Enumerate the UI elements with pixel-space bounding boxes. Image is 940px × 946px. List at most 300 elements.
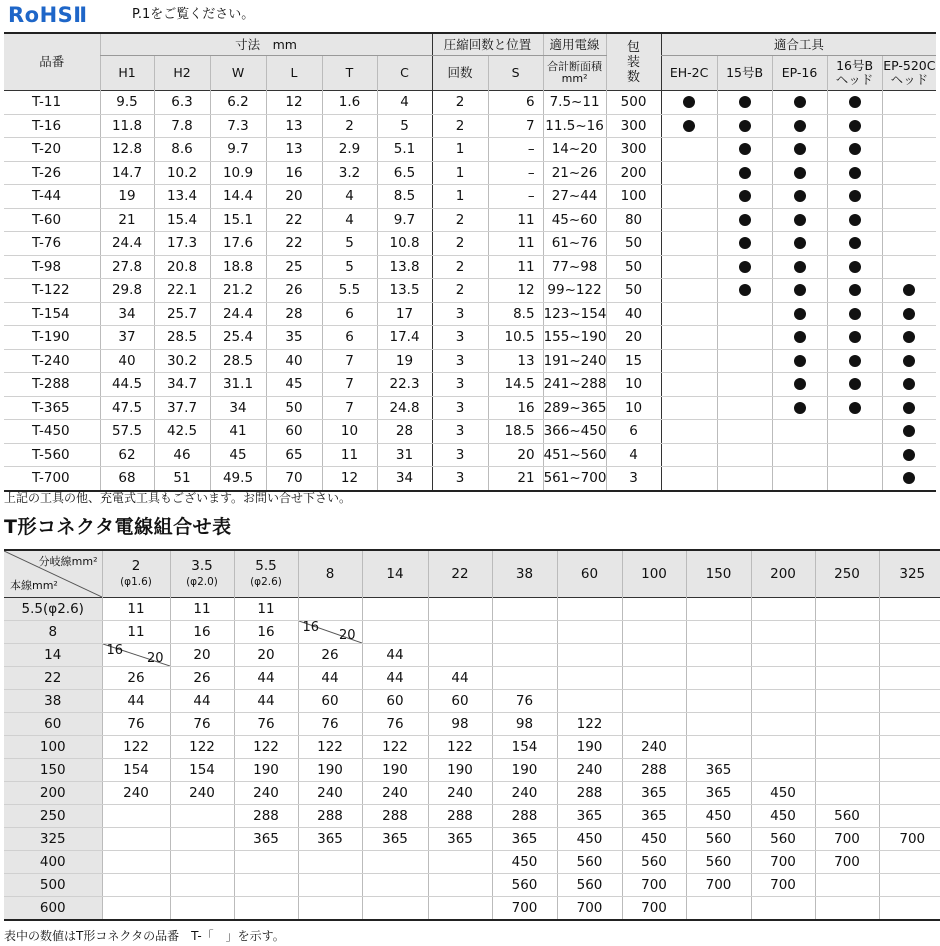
compatible-dot-icon	[849, 190, 861, 202]
connector-code-cell: 365	[686, 782, 751, 805]
split-upper-value: 16	[302, 620, 320, 635]
cell-c: 28	[377, 420, 432, 444]
connector-code-cell	[686, 598, 751, 621]
connector-code-cell	[428, 598, 492, 621]
header-pack-label: 包装数	[627, 39, 641, 85]
table-row	[4, 232, 936, 256]
tool-compat-cell	[661, 232, 717, 256]
compatible-dot-icon	[903, 355, 915, 367]
connector-code-cell	[557, 667, 622, 690]
cell-t: 7	[322, 396, 377, 420]
connector-code-cell: 365	[622, 805, 686, 828]
tool-compat-cell	[882, 185, 936, 209]
connector-code-cell	[879, 644, 940, 667]
tool-compat-cell	[772, 349, 827, 373]
header-pack	[606, 33, 661, 91]
compatible-dot-icon	[794, 378, 806, 390]
tool-compat-cell	[882, 91, 936, 115]
connector-code-cell	[492, 667, 557, 690]
header-l: L	[266, 56, 322, 91]
connector-code-cell: 154	[170, 759, 234, 782]
tool-compat-cell	[827, 161, 882, 185]
tool-compat-cell	[717, 161, 772, 185]
main-size-header: 150	[4, 759, 102, 782]
connector-code-cell	[815, 782, 879, 805]
connector-code-cell	[557, 621, 622, 644]
cell-pack: 50	[606, 279, 661, 303]
connector-code-cell	[492, 621, 557, 644]
connector-code-cell: 190	[557, 736, 622, 759]
cell-h1: 57.5	[100, 420, 154, 444]
tool-compat-cell	[882, 255, 936, 279]
connector-code-cell: 76	[170, 713, 234, 736]
tool-compat-cell	[882, 349, 936, 373]
tool-compat-cell	[827, 302, 882, 326]
cell-h1: 12.8	[100, 138, 154, 162]
cell-wire: 11.5~16	[543, 114, 606, 138]
cell-h2: 28.5	[154, 326, 210, 350]
table-row	[4, 326, 936, 350]
connector-code-cell	[751, 690, 815, 713]
cell-n: 2	[432, 208, 488, 232]
connector-code-cell	[686, 897, 751, 921]
connector-code-cell	[557, 644, 622, 667]
connector-code-cell	[879, 897, 940, 921]
connector-code-cell: 240	[492, 782, 557, 805]
connector-code-cell	[686, 736, 751, 759]
cell-n: 3	[432, 373, 488, 397]
cell-w: 9.7	[210, 138, 266, 162]
tool-compat-cell	[717, 114, 772, 138]
corner-header	[4, 550, 102, 598]
branch-size-label: 14	[386, 566, 404, 582]
part-number-cell: T-288	[4, 373, 100, 397]
cell-wire: 561~700	[543, 467, 606, 491]
connector-code-cell: 365	[298, 828, 362, 851]
main-size-header: 38	[4, 690, 102, 713]
connector-code-cell	[362, 897, 428, 921]
connector-spec-table	[4, 32, 936, 492]
cell-s: 6	[488, 91, 543, 115]
cell-t: 4	[322, 208, 377, 232]
connector-code-cell: 365	[622, 782, 686, 805]
cell-pack: 80	[606, 208, 661, 232]
connector-code-cell	[815, 667, 879, 690]
cell-s: 7	[488, 114, 543, 138]
connector-code-cell	[751, 897, 815, 921]
table-row	[4, 621, 940, 644]
table-row	[4, 138, 936, 162]
cell-t: 2	[322, 114, 377, 138]
table-row	[4, 598, 940, 621]
table-row	[4, 897, 940, 921]
tool-name-line: 16号B	[836, 58, 874, 73]
connector-code-cell	[234, 874, 298, 897]
part-number-cell: T-700	[4, 467, 100, 491]
connector-code-cell	[879, 690, 940, 713]
cell-c: 5	[377, 114, 432, 138]
cell-n: 3	[432, 396, 488, 420]
cell-pack: 20	[606, 326, 661, 350]
header-w: W	[210, 56, 266, 91]
connector-code-cell	[622, 667, 686, 690]
tool-compat-cell	[717, 443, 772, 467]
header-part-no: 品番	[4, 33, 100, 91]
tool-compat-cell	[882, 373, 936, 397]
connector-code-cell: 98	[428, 713, 492, 736]
tool-compat-cell	[772, 467, 827, 491]
connector-code-cell	[815, 759, 879, 782]
connector-code-cell	[751, 598, 815, 621]
connector-code-cell: 11	[102, 621, 170, 644]
cell-h1: 9.5	[100, 91, 154, 115]
cell-wire: 289~365	[543, 396, 606, 420]
cell-n: 2	[432, 279, 488, 303]
cell-h2: 13.4	[154, 185, 210, 209]
cell-w: 45	[210, 443, 266, 467]
cell-h2: 6.3	[154, 91, 210, 115]
connector-code-cell: 122	[557, 713, 622, 736]
cell-t: 12	[322, 467, 377, 491]
part-number-cell: T-20	[4, 138, 100, 162]
cell-l: 25	[266, 255, 322, 279]
connector-code-cell	[622, 713, 686, 736]
cell-h1: 40	[100, 349, 154, 373]
tool-name-line: EH-2C	[669, 65, 709, 80]
tool-name-line: ヘッド	[890, 72, 929, 87]
connector-code-cell	[751, 644, 815, 667]
connector-code-cell: 154	[102, 759, 170, 782]
table-row	[4, 713, 940, 736]
part-number-cell: T-26	[4, 161, 100, 185]
connector-code-cell: 44	[170, 690, 234, 713]
compatible-dot-icon	[849, 378, 861, 390]
cell-t: 6	[322, 302, 377, 326]
compatible-dot-icon	[739, 284, 751, 296]
cell-s: 13	[488, 349, 543, 373]
header-s: S	[488, 56, 543, 91]
cell-n: 3	[432, 420, 488, 444]
compatible-dot-icon	[849, 284, 861, 296]
connector-code-cell	[622, 644, 686, 667]
tool-compat-cell	[827, 349, 882, 373]
connector-code-cell: 700	[622, 897, 686, 921]
cell-w: 21.2	[210, 279, 266, 303]
connector-code-cell: 11	[234, 598, 298, 621]
cell-s: 8.5	[488, 302, 543, 326]
tool-compat-cell	[882, 396, 936, 420]
cell-h1: 34	[100, 302, 154, 326]
connector-code-cell: 700	[815, 851, 879, 874]
compatible-dot-icon	[903, 378, 915, 390]
tool-compat-cell	[772, 91, 827, 115]
cell-t: 3.2	[322, 161, 377, 185]
tool-compat-cell	[717, 91, 772, 115]
cell-l: 16	[266, 161, 322, 185]
connector-code-cell	[170, 851, 234, 874]
connector-code-cell: 700	[557, 897, 622, 921]
table-row	[4, 373, 936, 397]
part-number-cell: T-450	[4, 420, 100, 444]
connector-code-cell: 44	[362, 644, 428, 667]
cell-h2: 10.2	[154, 161, 210, 185]
cell-l: 26	[266, 279, 322, 303]
table-row	[4, 736, 940, 759]
compatible-dot-icon	[794, 284, 806, 296]
connector-code-cell	[170, 805, 234, 828]
cell-wire: 155~190	[543, 326, 606, 350]
part-number-cell: T-122	[4, 279, 100, 303]
connector-code-cell: 560	[686, 851, 751, 874]
rohs-logo: RoHSⅡ	[8, 3, 88, 27]
tool-compat-cell	[772, 326, 827, 350]
main-size-header: 60	[4, 713, 102, 736]
header-tool-16b-head	[827, 56, 882, 91]
cell-c: 22.3	[377, 373, 432, 397]
cell-c: 13.8	[377, 255, 432, 279]
cell-s: 11	[488, 255, 543, 279]
cell-w: 24.4	[210, 302, 266, 326]
connector-code-cell: 76	[298, 713, 362, 736]
connector-code-cell	[815, 713, 879, 736]
branch-size-header	[234, 550, 298, 598]
cell-wire: 61~76	[543, 232, 606, 256]
compatible-dot-icon	[794, 120, 806, 132]
table-row	[4, 114, 936, 138]
connector-code-cell: 560	[557, 874, 622, 897]
tool-compat-cell	[882, 302, 936, 326]
connector-code-cell	[622, 621, 686, 644]
tool-compat-cell	[827, 208, 882, 232]
connector-code-cell	[879, 805, 940, 828]
rohs-note: P.1をご覧ください。	[132, 7, 255, 22]
connector-code-cell: 60	[362, 690, 428, 713]
connector-code-cell: 288	[298, 805, 362, 828]
tool-compat-cell	[772, 279, 827, 303]
branch-size-label: 325	[899, 566, 926, 582]
branch-size-header	[170, 550, 234, 598]
connector-code-cell: 700	[622, 874, 686, 897]
connector-code-cell	[298, 851, 362, 874]
main-size-header: 22	[4, 667, 102, 690]
branch-diameter-label: (φ2.0)	[186, 576, 218, 588]
connector-code-cell: 11	[102, 598, 170, 621]
split-lower-value: 20	[146, 651, 164, 666]
tools-note: 上記の工具の他、充電式工具もございます。お問い合せ下さい。	[4, 491, 352, 505]
connector-code-cell	[102, 874, 170, 897]
main-size-header: 400	[4, 851, 102, 874]
table-row	[4, 782, 940, 805]
connector-code-cell: 190	[362, 759, 428, 782]
compatible-dot-icon	[903, 308, 915, 320]
connector-code-cell: 44	[428, 667, 492, 690]
cell-w: 28.5	[210, 349, 266, 373]
connector-code-cell	[815, 874, 879, 897]
connector-code-cell	[428, 874, 492, 897]
cell-h1: 11.8	[100, 114, 154, 138]
cell-l: 65	[266, 443, 322, 467]
cell-h2: 17.3	[154, 232, 210, 256]
connector-code-cell	[751, 713, 815, 736]
main-size-header: 200	[4, 782, 102, 805]
connector-code-cell: 122	[234, 736, 298, 759]
connector-code-cell: 122	[102, 736, 170, 759]
connector-code-cell: 700	[492, 897, 557, 921]
cell-pack: 10	[606, 373, 661, 397]
connector-code-cell: 700	[879, 828, 940, 851]
tool-compat-cell	[717, 467, 772, 491]
tool-compat-cell	[772, 302, 827, 326]
cell-s: 11	[488, 232, 543, 256]
connector-code-cell	[234, 897, 298, 921]
tool-compat-cell	[772, 161, 827, 185]
cell-h2: 42.5	[154, 420, 210, 444]
tool-compat-cell	[827, 138, 882, 162]
tool-compat-cell	[661, 114, 717, 138]
table-row	[4, 805, 940, 828]
connector-code-cell	[751, 667, 815, 690]
tool-compat-cell	[882, 138, 936, 162]
cell-pack: 50	[606, 255, 661, 279]
tool-compat-cell	[772, 138, 827, 162]
tool-compat-cell	[661, 161, 717, 185]
cell-n: 1	[432, 161, 488, 185]
tool-compat-cell	[661, 279, 717, 303]
split-upper-value: 16	[106, 643, 124, 658]
cell-w: 18.8	[210, 255, 266, 279]
main-size-header: 5.5(φ2.6)	[4, 598, 102, 621]
tool-compat-cell	[717, 373, 772, 397]
connector-code-cell: 450	[622, 828, 686, 851]
cell-l: 22	[266, 232, 322, 256]
split-cell	[298, 621, 362, 644]
compatible-dot-icon	[739, 96, 751, 108]
connector-code-cell: 365	[428, 828, 492, 851]
connector-code-cell: 240	[102, 782, 170, 805]
cell-n: 3	[432, 326, 488, 350]
connector-code-cell	[879, 759, 940, 782]
connector-code-cell: 76	[492, 690, 557, 713]
cell-c: 8.5	[377, 185, 432, 209]
cell-wire: 451~560	[543, 443, 606, 467]
cell-wire: 7.5~11	[543, 91, 606, 115]
connector-code-cell	[815, 897, 879, 921]
tool-compat-cell	[661, 373, 717, 397]
compatible-dot-icon	[794, 237, 806, 249]
connector-code-cell: 26	[102, 667, 170, 690]
tool-compat-cell	[661, 467, 717, 491]
cell-w: 7.3	[210, 114, 266, 138]
tool-name-line: EP-16	[781, 65, 818, 80]
cell-wire: 14~20	[543, 138, 606, 162]
branch-size-header	[492, 550, 557, 598]
connector-code-cell	[298, 897, 362, 921]
table-row	[4, 443, 936, 467]
compatible-dot-icon	[739, 143, 751, 155]
connector-code-cell: 288	[492, 805, 557, 828]
connector-code-cell: 365	[234, 828, 298, 851]
compatible-dot-icon	[849, 214, 861, 226]
connector-code-cell: 288	[557, 782, 622, 805]
tool-compat-cell	[882, 208, 936, 232]
connector-code-cell: 44	[362, 667, 428, 690]
table-row	[4, 302, 936, 326]
connector-code-cell	[879, 736, 940, 759]
header-h1: H1	[100, 56, 154, 91]
connector-code-cell	[492, 644, 557, 667]
tool-compat-cell	[661, 420, 717, 444]
cell-c: 17	[377, 302, 432, 326]
connector-code-cell	[751, 621, 815, 644]
cell-pack: 40	[606, 302, 661, 326]
compatible-dot-icon	[849, 167, 861, 179]
connector-code-cell	[557, 598, 622, 621]
cell-t: 11	[322, 443, 377, 467]
compatible-dot-icon	[849, 237, 861, 249]
cell-s: 11	[488, 208, 543, 232]
connector-code-cell	[686, 644, 751, 667]
branch-size-header	[557, 550, 622, 598]
cell-h1: 27.8	[100, 255, 154, 279]
table-row	[4, 396, 936, 420]
cell-h1: 14.7	[100, 161, 154, 185]
compatible-dot-icon	[739, 237, 751, 249]
connector-code-cell: 26	[170, 667, 234, 690]
cell-c: 6.5	[377, 161, 432, 185]
header-tool-15b	[717, 56, 772, 91]
connector-code-cell: 98	[492, 713, 557, 736]
table-row	[4, 161, 936, 185]
tool-compat-cell	[882, 467, 936, 491]
compatible-dot-icon	[903, 472, 915, 484]
cell-t: 1.6	[322, 91, 377, 115]
cell-wire: 45~60	[543, 208, 606, 232]
header-tool-eh2c	[661, 56, 717, 91]
part-number-cell: T-98	[4, 255, 100, 279]
connector-code-cell: 154	[492, 736, 557, 759]
cell-n: 2	[432, 232, 488, 256]
cell-pack: 50	[606, 232, 661, 256]
compatible-dot-icon	[683, 120, 695, 132]
cell-s: –	[488, 185, 543, 209]
tool-compat-cell	[717, 396, 772, 420]
tool-name-line: EP-520C	[883, 58, 936, 73]
cell-s: 21	[488, 467, 543, 491]
connector-code-cell: 60	[298, 690, 362, 713]
cell-l: 28	[266, 302, 322, 326]
cell-s: 12	[488, 279, 543, 303]
cell-n: 3	[432, 302, 488, 326]
connector-code-cell	[428, 897, 492, 921]
compatible-dot-icon	[683, 96, 695, 108]
compatible-dot-icon	[794, 167, 806, 179]
tool-compat-cell	[661, 349, 717, 373]
branch-size-label: 100	[641, 566, 667, 582]
cell-w: 34	[210, 396, 266, 420]
cell-t: 5.5	[322, 279, 377, 303]
cell-h1: 21	[100, 208, 154, 232]
header-t: T	[322, 56, 377, 91]
tool-compat-cell	[717, 232, 772, 256]
cell-n: 3	[432, 349, 488, 373]
connector-code-cell: 16	[170, 621, 234, 644]
compatible-dot-icon	[849, 402, 861, 414]
branch-size-label: 5.5	[255, 558, 277, 574]
tool-compat-cell	[717, 279, 772, 303]
tool-compat-cell	[827, 373, 882, 397]
connector-code-cell: 560	[492, 874, 557, 897]
header-h2: H2	[154, 56, 210, 91]
